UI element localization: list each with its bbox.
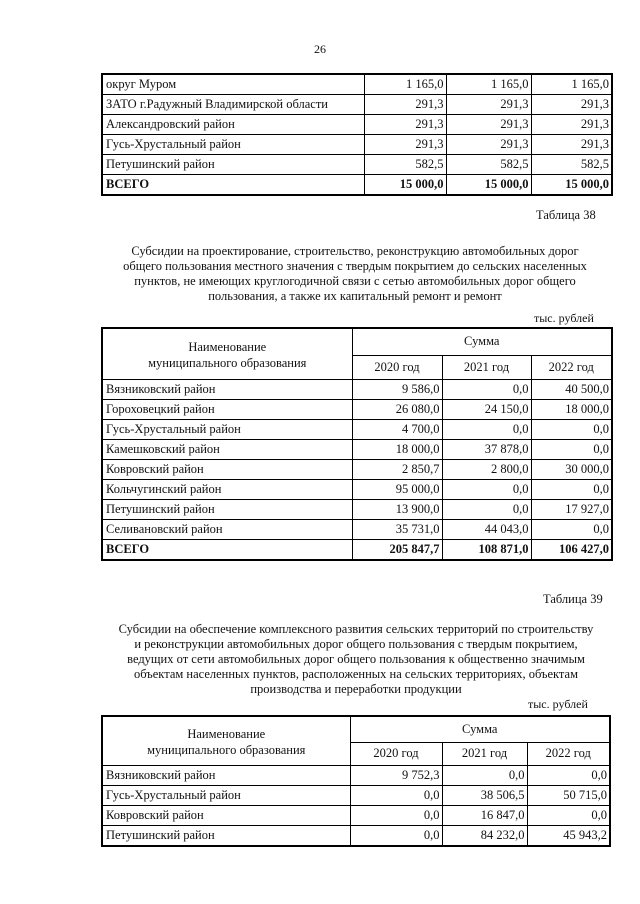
table-row bbox=[102, 440, 612, 460]
table-row bbox=[102, 115, 612, 135]
amount-cell-2022: 17 927,0 bbox=[531, 500, 612, 520]
amount-cell-2021: 2 800,0 bbox=[442, 460, 531, 480]
municipality-cell: округ Муром bbox=[102, 74, 364, 95]
municipality-cell: Петушинский район bbox=[102, 155, 364, 175]
amount-cell-2020: 15 000,0 bbox=[364, 175, 446, 196]
total-row bbox=[102, 540, 612, 561]
header-name-line1: Наименование bbox=[187, 727, 266, 741]
municipality-cell: Вязниковский район bbox=[102, 766, 350, 786]
amount-cell-2021: 291,3 bbox=[446, 95, 531, 115]
table-row bbox=[102, 400, 612, 420]
municipality-cell: Ковровский район bbox=[102, 806, 350, 826]
amount-cell-2021: 0,0 bbox=[442, 766, 527, 786]
title-line: пунктов, не имеющих круглогодичной связи с сетью автомобильных дорог общего bbox=[134, 274, 576, 288]
table-row bbox=[102, 380, 612, 400]
amount-cell-2020: 26 080,0 bbox=[352, 400, 442, 420]
table-38-unit: тыс. рублей bbox=[534, 311, 594, 325]
amount-cell-2021: 291,3 bbox=[446, 135, 531, 155]
table-39-title bbox=[96, 622, 616, 697]
table-row bbox=[102, 766, 610, 786]
amount-cell-2021: 582,5 bbox=[446, 155, 531, 175]
table-38-title bbox=[100, 244, 610, 304]
municipality-cell: ЗАТО г.Радужный Владимирской области bbox=[102, 95, 364, 115]
table-row bbox=[102, 420, 612, 440]
header-name-line2: муниципального образования bbox=[147, 743, 306, 757]
municipality-cell: Гороховецкий район bbox=[102, 400, 352, 420]
table-row bbox=[102, 786, 610, 806]
amount-cell-2020: 35 731,0 bbox=[352, 520, 442, 540]
amount-cell-2022: 30 000,0 bbox=[531, 460, 612, 480]
amount-cell-2022: 582,5 bbox=[531, 155, 612, 175]
amount-cell-2022: 0,0 bbox=[531, 520, 612, 540]
header-name-line2: муниципального образования bbox=[148, 356, 307, 370]
amount-cell-2022: 106 427,0 bbox=[531, 540, 612, 561]
table-row bbox=[102, 460, 612, 480]
table-39-body bbox=[102, 766, 610, 847]
title-line: объектам населенных пунктов, расположенных на сельских территориях, объектам bbox=[133, 667, 578, 681]
amount-cell-2022: 291,3 bbox=[531, 95, 612, 115]
amount-cell-2022: 0,0 bbox=[527, 766, 610, 786]
amount-cell-2021: 0,0 bbox=[442, 380, 531, 400]
municipality-cell: Ковровский район bbox=[102, 460, 352, 480]
amount-cell-2021: 84 232,0 bbox=[442, 826, 527, 847]
table-row bbox=[102, 74, 612, 95]
table-38-body bbox=[102, 380, 612, 561]
header-year-2021: 2021 год bbox=[442, 355, 531, 379]
page-number: 26 bbox=[314, 42, 326, 56]
municipality-cell: Александровский район bbox=[102, 115, 364, 135]
amount-cell-2020: 2 850,7 bbox=[352, 460, 442, 480]
title-line: производства и переработки продукции bbox=[250, 682, 462, 696]
amount-cell-2022: 15 000,0 bbox=[531, 175, 612, 196]
table-37 bbox=[101, 73, 613, 196]
amount-cell-2021: 1 165,0 bbox=[446, 74, 531, 95]
municipality-cell: Селивановский район bbox=[102, 520, 352, 540]
header-year-2021: 2021 год bbox=[442, 742, 527, 765]
amount-cell-2021: 44 043,0 bbox=[442, 520, 531, 540]
amount-cell-2020: 291,3 bbox=[364, 115, 446, 135]
amount-cell-2021: 0,0 bbox=[442, 480, 531, 500]
amount-cell-2020: 1 165,0 bbox=[364, 74, 446, 95]
amount-cell-2022: 0,0 bbox=[527, 806, 610, 826]
amount-cell-2020: 13 900,0 bbox=[352, 500, 442, 520]
amount-cell-2020: 291,3 bbox=[364, 95, 446, 115]
table-37-body bbox=[102, 74, 612, 195]
title-line: ведущих от сети автомобильных дорог общего пользования к общественно значимым bbox=[127, 652, 585, 666]
amount-cell-2021: 24 150,0 bbox=[442, 400, 531, 420]
table-row bbox=[102, 806, 610, 826]
total-row bbox=[102, 175, 612, 196]
table-39 bbox=[101, 715, 611, 847]
table-38 bbox=[101, 327, 613, 561]
amount-cell-2022: 0,0 bbox=[531, 480, 612, 500]
header-year-2020: 2020 год bbox=[350, 742, 442, 765]
table-row bbox=[102, 520, 612, 540]
amount-cell-2020: 95 000,0 bbox=[352, 480, 442, 500]
municipality-cell: Гусь-Хрустальный район bbox=[102, 420, 352, 440]
municipality-cell: Петушинский район bbox=[102, 826, 350, 847]
table-39-caption: Таблица 39 bbox=[543, 592, 603, 606]
amount-cell-2022: 291,3 bbox=[531, 135, 612, 155]
header-year-2022: 2022 год bbox=[531, 355, 612, 379]
amount-cell-2021: 37 878,0 bbox=[442, 440, 531, 460]
municipality-cell: Гусь-Хрустальный район bbox=[102, 135, 364, 155]
municipality-cell: Вязниковский район bbox=[102, 380, 352, 400]
municipality-cell: Кольчугинский район bbox=[102, 480, 352, 500]
amount-cell-2022: 0,0 bbox=[531, 420, 612, 440]
header-sum: Сумма bbox=[352, 328, 612, 355]
municipality-cell: Камешковский район bbox=[102, 440, 352, 460]
amount-cell-2020: 0,0 bbox=[350, 826, 442, 847]
municipality-cell: ВСЕГО bbox=[102, 175, 364, 196]
header-name-line1: Наименование bbox=[188, 340, 267, 354]
amount-cell-2020: 9 586,0 bbox=[352, 380, 442, 400]
amount-cell-2020: 205 847,7 bbox=[352, 540, 442, 561]
amount-cell-2020: 0,0 bbox=[350, 786, 442, 806]
table-row bbox=[102, 135, 612, 155]
amount-cell-2021: 108 871,0 bbox=[442, 540, 531, 561]
amount-cell-2021: 0,0 bbox=[442, 420, 531, 440]
title-line: Субсидии на проектирование, строительство, реконструкцию автомобильных дорог bbox=[131, 244, 579, 258]
amount-cell-2021: 291,3 bbox=[446, 115, 531, 135]
amount-cell-2020: 4 700,0 bbox=[352, 420, 442, 440]
header-year-2022: 2022 год bbox=[527, 742, 610, 765]
table-row bbox=[102, 480, 612, 500]
amount-cell-2022: 18 000,0 bbox=[531, 400, 612, 420]
amount-cell-2022: 291,3 bbox=[531, 115, 612, 135]
amount-cell-2022: 0,0 bbox=[531, 440, 612, 460]
amount-cell-2020: 582,5 bbox=[364, 155, 446, 175]
amount-cell-2022: 50 715,0 bbox=[527, 786, 610, 806]
header-name-cell bbox=[102, 716, 350, 766]
amount-cell-2021: 0,0 bbox=[442, 500, 531, 520]
header-sum: Сумма bbox=[350, 716, 610, 742]
title-line: и реконструкции автомобильных дорог общего пользования с твердым покрытием, bbox=[134, 637, 578, 651]
table-39-unit: тыс. рублей bbox=[528, 697, 588, 711]
table-row bbox=[102, 155, 612, 175]
amount-cell-2022: 40 500,0 bbox=[531, 380, 612, 400]
table-38-caption: Таблица 38 bbox=[536, 208, 596, 222]
title-line: Субсидии на обеспечение комплексного развития сельских территорий по строительству bbox=[118, 622, 594, 636]
amount-cell-2020: 9 752,3 bbox=[350, 766, 442, 786]
title-line: общего пользования местного значения с твердым покрытием до сельских населенных bbox=[123, 259, 587, 273]
amount-cell-2020: 0,0 bbox=[350, 806, 442, 826]
table-row bbox=[102, 95, 612, 115]
municipality-cell: Петушинский район bbox=[102, 500, 352, 520]
table-row bbox=[102, 826, 610, 847]
municipality-cell: Гусь-Хрустальный район bbox=[102, 786, 350, 806]
header-name-cell bbox=[102, 328, 352, 380]
amount-cell-2020: 291,3 bbox=[364, 135, 446, 155]
header-year-2020: 2020 год bbox=[352, 355, 442, 379]
amount-cell-2021: 38 506,5 bbox=[442, 786, 527, 806]
amount-cell-2022: 45 943,2 bbox=[527, 826, 610, 847]
amount-cell-2021: 16 847,0 bbox=[442, 806, 527, 826]
municipality-cell: ВСЕГО bbox=[102, 540, 352, 561]
table-row bbox=[102, 500, 612, 520]
amount-cell-2021: 15 000,0 bbox=[446, 175, 531, 196]
title-line: пользования, а также их капитальный ремонт и ремонт bbox=[208, 289, 502, 303]
amount-cell-2022: 1 165,0 bbox=[531, 74, 612, 95]
amount-cell-2020: 18 000,0 bbox=[352, 440, 442, 460]
